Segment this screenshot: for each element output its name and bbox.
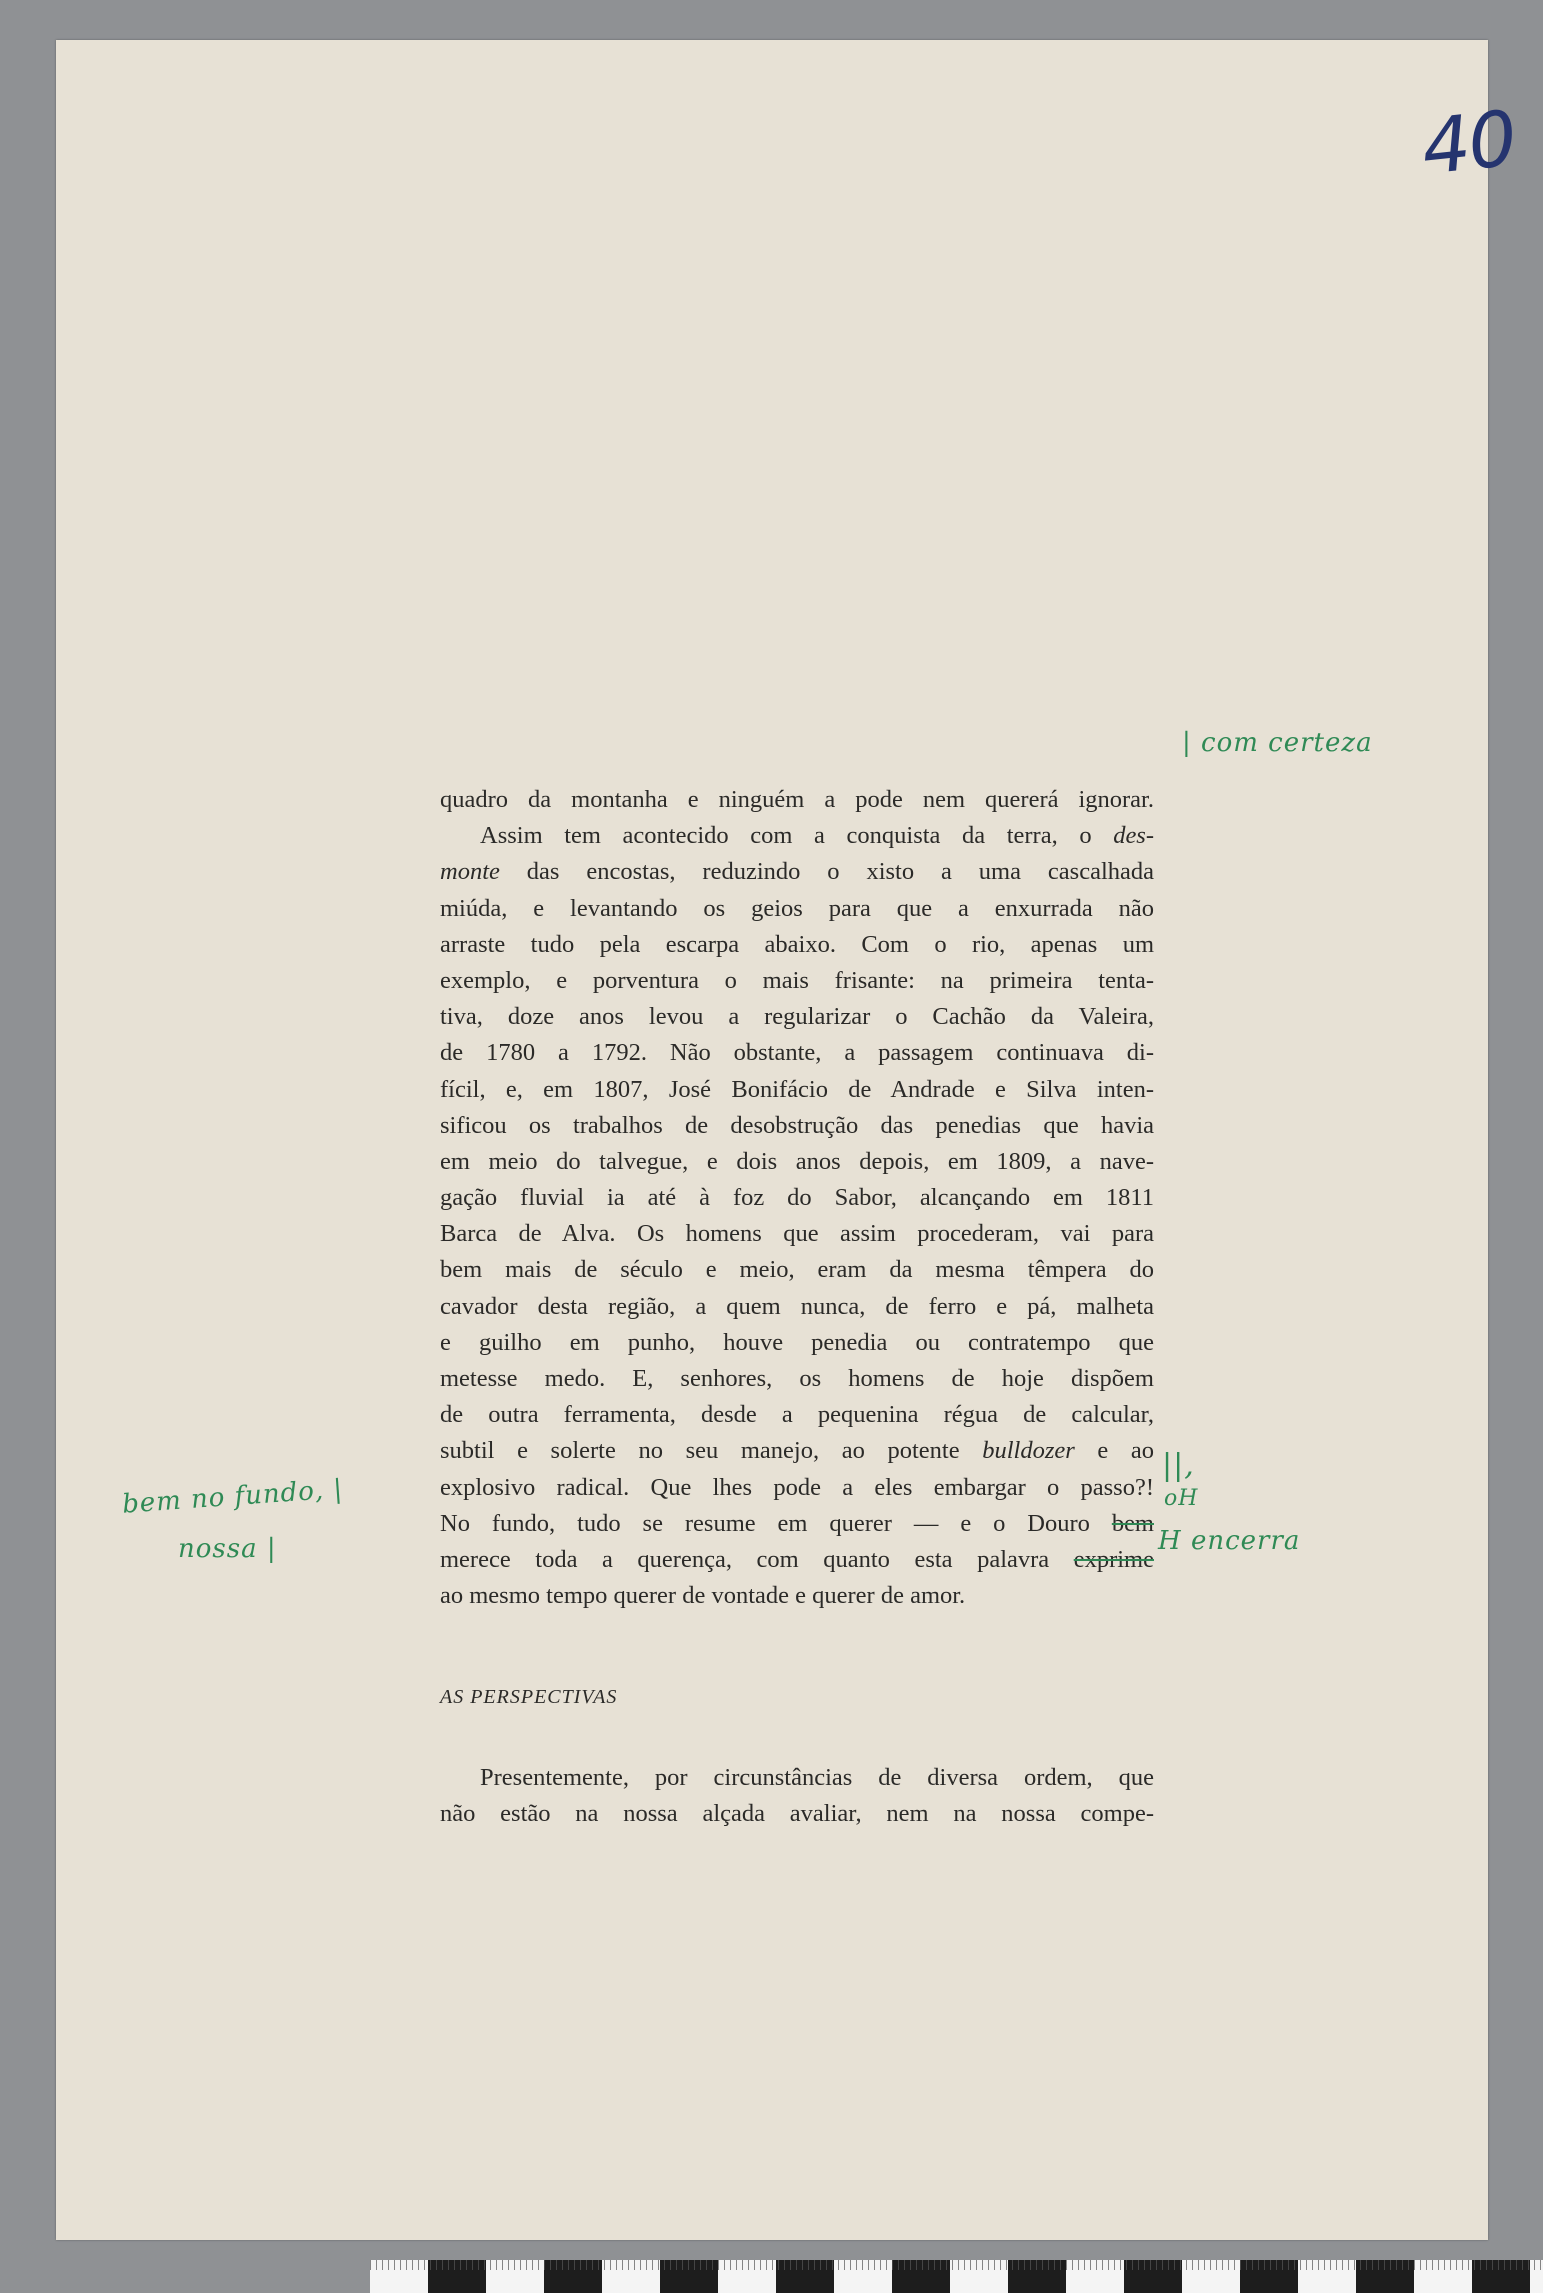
struck-word: exprime	[1073, 1545, 1154, 1573]
document-page	[56, 40, 1520, 2240]
text-line: cavador desta região, a quem nunca, de ferro e pá, malheta	[440, 1292, 1154, 1320]
italic-word: bulldozer	[982, 1437, 1075, 1465]
paragraph-1	[440, 782, 1154, 1614]
text-line: exemplo, e porventura o mais frisante: na primeira tenta-	[440, 966, 1154, 994]
annotation-com-certeza: | com certeza	[1182, 728, 1373, 758]
text-line: ao mesmo tempo querer de vontade e querer de amor.	[440, 1582, 966, 1610]
text-line: metesse medo. E, senhores, os homens de hoje dispõem	[440, 1365, 1154, 1392]
text-line: monte das encostas, reduzindo o xisto a uma cascalhada	[440, 858, 1154, 886]
text-line: Presentemente, por circunstâncias de diversa ordem, que	[480, 1764, 1154, 1791]
italic-word: des-	[1113, 822, 1155, 850]
text-line: explosivo radical. Que lhes pode a eles embargar o passo?!	[440, 1473, 1154, 1501]
annotation-marks: oH	[1164, 1486, 1199, 1511]
text-line: tiva, doze anos levou a regularizar o Cachão da Valeira,	[440, 1003, 1154, 1031]
text-line: arraste tudo pela escarpa abaixo. Com o rio, apenas um	[440, 930, 1154, 958]
text-line: sificou os trabalhos de desobstrução das penedias que havia	[440, 1111, 1154, 1139]
scale-ruler	[370, 2260, 1543, 2293]
text-line: bem mais de século e meio, eram da mesma têmpera do	[440, 1256, 1154, 1284]
annotation-bem-no-fundo: bem no fundo, |	[121, 1474, 345, 1520]
annotation-marks: ||,	[1162, 1448, 1195, 1483]
text-line: não estão na nossa alçada avaliar, nem na nossa compe-	[440, 1800, 1154, 1828]
text-line: Barca de Alva. Os homens que assim procederam, vai para	[440, 1220, 1154, 1248]
text-line: merece toda a querença, com quanto esta palavra exprime	[440, 1545, 1154, 1573]
text-line: de 1780 a 1792. Não obstante, a passagem continuava di-	[440, 1039, 1154, 1067]
section-heading: AS PERSPECTIVAS	[440, 1686, 618, 1708]
text-line: No fundo, tudo se resume em querer — e o Douro bem	[440, 1509, 1154, 1537]
text-line: gação fluvial ia até à foz do Sabor, alcançando em 1811	[440, 1184, 1154, 1212]
paragraph-2	[440, 1760, 1154, 1832]
text-line: miúda, e levantando os geios para que a enxurrada não	[440, 894, 1154, 922]
text-line: fícil, e, em 1807, José Bonifácio de Andrade e Silva inten-	[440, 1075, 1154, 1103]
text-line: Assim tem acontecido com a conquista da terra, o des-	[480, 822, 1155, 850]
text-line: quadro da montanha e ninguém a pode nem quererá ignorar.	[440, 786, 1154, 813]
struck-word: bem	[1111, 1509, 1154, 1537]
page-number: 40	[1417, 93, 1520, 192]
annotation-encerra: H encerra	[1158, 1526, 1301, 1556]
italic-word: monte	[440, 858, 500, 886]
annotation-nossa: nossa |	[178, 1534, 277, 1564]
text-line: de outra ferramenta, desde a pequenina régua de calcular,	[440, 1401, 1154, 1429]
text-line: em meio do talvegue, e dois anos depois, em 1809, a nave-	[440, 1147, 1154, 1175]
ruler-ticks	[370, 2260, 1543, 2270]
text-line: subtil e solerte no seu manejo, ao potente bulldozer e ao	[440, 1437, 1155, 1465]
text-line: e guilho em punho, houve penedia ou contratempo que	[440, 1328, 1154, 1356]
